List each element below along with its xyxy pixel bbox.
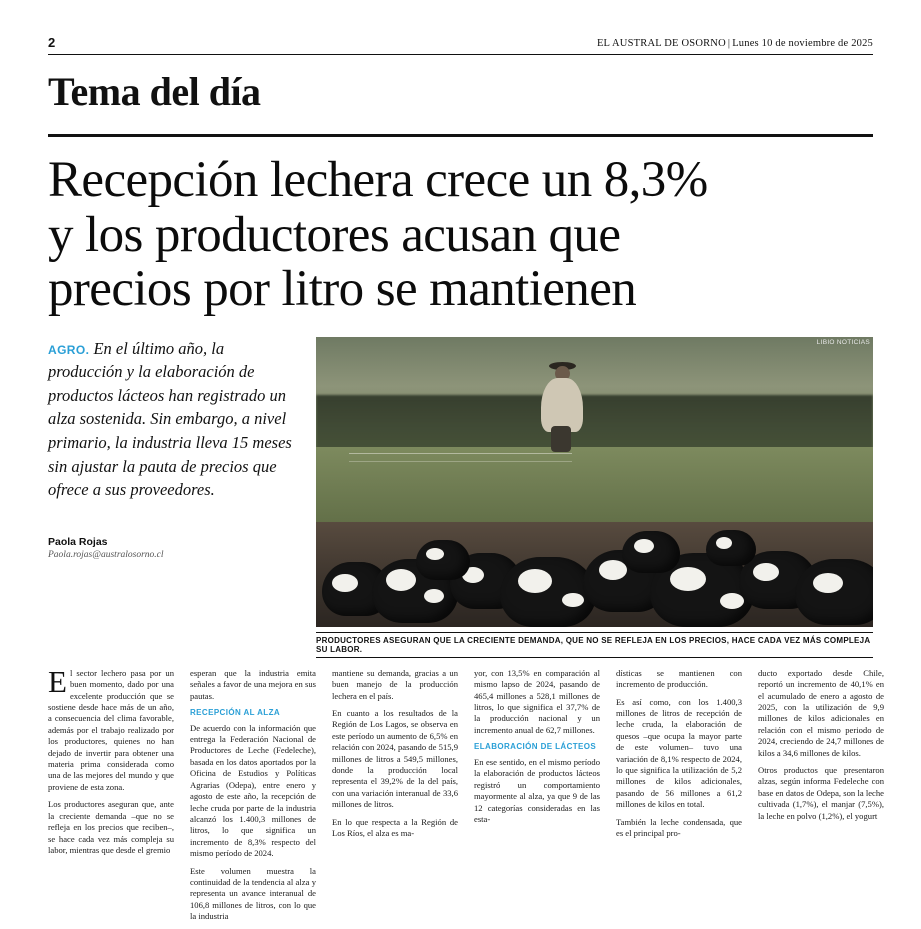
paragraph: De acuerdo con la información que entrega la Federación Nacional de Productores de Leche (Fedeleche), basada en los datos aportados por la Oficina de Estudios y Políticas Agrarias (Odepa), entre enero y agosto de este año, la recepción de leche cruda por parte de la industria alcanzó los 1.400,3 millones de litros, lo que significa un incremento de 8,3% respecto del mismo período de 2024. [190, 722, 316, 859]
section-rule [48, 134, 873, 137]
page-folio: 2 [48, 35, 56, 50]
cow-patch [634, 539, 654, 553]
body-column-5 [616, 668, 742, 929]
cow-patch [332, 574, 358, 592]
photo-cow-herd [316, 447, 873, 627]
cow-patch [720, 593, 744, 609]
cow [500, 557, 596, 627]
page-headline [48, 153, 873, 317]
paragraph: Es así como, con los 1.400,3 millones de litros de recepción de leche cruda, la elaboración de quesos –que ocupa la mayor parte de este volumen– tuvo una variación de 8,1% respecto de 2024, lo que significa la utilización de 5,2 millones de kilos adicionales, pasando de 56 millones a 61,2 millones de kilos en total. [616, 696, 742, 810]
masthead-separator: | [727, 38, 731, 49]
body-column-6 [758, 668, 884, 929]
cow [795, 559, 873, 625]
lead-body: En el último año, la producción y la elaboración de productos lácteos han registrado un alza sostenida. Sin embargo, a nivel primario, la industria lleva 15 meses sin ajustar la pauta de precios que ofrece a sus proveedores. [48, 338, 292, 500]
headline-line-3: precios por litro se mantienen [48, 261, 637, 318]
subheading-recepcion-al-alza: RECEPCIÓN AL ALZA [190, 707, 281, 717]
herder-poncho [541, 378, 583, 432]
article-photo [316, 337, 873, 627]
masthead-publication-date [597, 38, 873, 49]
lead-and-photo [48, 337, 873, 658]
cow-patch [386, 569, 416, 591]
paragraph: Los productores aseguran que, ante la creciente demanda –que no se refleja en los precios que reciben–, se hace cada vez más compleja su labor, mientras que desde el gremio [48, 799, 174, 856]
cow-patch [426, 548, 444, 560]
paragraph: Este volumen muestra la continuidad de la tendencia al alza y representa un avance interanual de 106,8 millones de litros, con lo que la industria [190, 865, 316, 922]
body-column-1 [48, 663, 174, 929]
byline-author: Paola Rojas [48, 535, 108, 548]
cow-patch [753, 563, 779, 581]
paragraph: esperan que la industria emita señales a favor de una mejora en sus pautas. [190, 667, 316, 701]
paragraph: ducto exportado desde Chile, reportó un incremento de 40,1% en el acumulado de enero a agosto de 2025, con la utilización de 9,9 millones de kilos adicionales en relación con el mismo periodo de 2024, creciendo de 24,7 millones de kilos a 34,6 millones de kilos. [758, 667, 884, 758]
masthead-date: Lunes 10 de noviembre de 2025 [732, 38, 873, 49]
byline-email[interactable]: Paola.rojas@australosorno.cl [48, 549, 164, 560]
paragraph: yor, con 13,5% en comparación al mismo lapso de 2024, pasando de 465,4 millones a 528,1 millones de litros, lo que significa el 37,7% de la producción nacional y un incremento anual de 62,7 millones. [474, 667, 600, 735]
photo-herder-figure [539, 360, 585, 452]
paragraph: También la leche condensada, que es el principal pro- [616, 816, 742, 839]
paragraph-text: l sector lechero pasa por un buen momento, dado por una excelente producción que se sostiene desde hace más de un año, a consecuencia del clima favorable, además por el trabajo realizado por los productores, quienes no han dejado de invertir para obtener una materia prima considerada como una de las mejores del mundo y que proviene de esta zona. [48, 667, 174, 792]
lead-paragraph [48, 337, 300, 502]
cow-patch [813, 573, 843, 593]
paragraph: dísticas se mantienen con incremento de producción. [616, 667, 742, 690]
headline-line-2: y los productores acusan que [48, 206, 621, 263]
section-title: Tema del día [48, 69, 261, 114]
cow [416, 540, 470, 580]
masthead [48, 0, 873, 55]
cow-patch [599, 560, 627, 580]
lead-column [48, 337, 316, 658]
drop-cap: E [48, 663, 67, 699]
paragraph [48, 663, 174, 794]
article-body [48, 663, 884, 929]
paragraph: Otros productos que presentaron alzas, según informa Fedeleche con base en datos de Odepa, son la leche cultivada (1,7%), el manjar (7,5%), la leche en polvo (1,2%), el yogurt [758, 765, 884, 821]
cow-patch [424, 589, 444, 603]
body-column-2 [190, 668, 316, 929]
cow [622, 531, 680, 573]
subheading-elaboracion-de-lacteos: ELABORACIÓN DE LÁCTEOS [474, 742, 597, 752]
paragraph: En ese sentido, en el mismo período la elaboración de productos lácteos registró un comportamiento mayormente al alza, ya que 9 de las 12 categorías consideradas en las esta- [474, 756, 600, 824]
cow-patch [518, 569, 552, 593]
photo-column [316, 337, 873, 658]
paragraph: En cuanto a los resultados de la Región de Los Lagos, se observa en este período un aumento de 6,5% en relación con 2024, pasando de 515,9 millones de litros a 549,5 millones, donde la producción local representa el 39,2% de la del país, con una variación interanual de 33,6 millones de litros. [332, 707, 458, 810]
cow-patch [670, 567, 706, 591]
paragraph: mantiene su demanda, gracias a un buen manejo de la producción lechera en el país. [332, 667, 458, 701]
cow-patch [562, 593, 584, 607]
lead-kicker: AGRO. [48, 342, 90, 357]
photo-credit: LIBIO NOTICIAS [816, 338, 870, 346]
paragraph: En lo que respecta a la Región de Los Ríos, el alza es ma- [332, 816, 458, 839]
body-column-3 [332, 668, 458, 929]
photo-caption: PRODUCTORES ASEGURAN QUE LA CRECIENTE DEMANDA, QUE NO SE REFLEJA EN LOS PRECIOS, HACE CADA VEZ MÁS COMPLEJA SU LABOR. [316, 632, 873, 658]
body-column-4 [474, 668, 600, 929]
cow [706, 530, 756, 566]
cow-patch [716, 537, 732, 549]
publication-name: EL AUSTRAL DE OSORNO [596, 38, 726, 49]
headline-line-1: Recepción lechera crece un 8,3% [48, 152, 708, 208]
